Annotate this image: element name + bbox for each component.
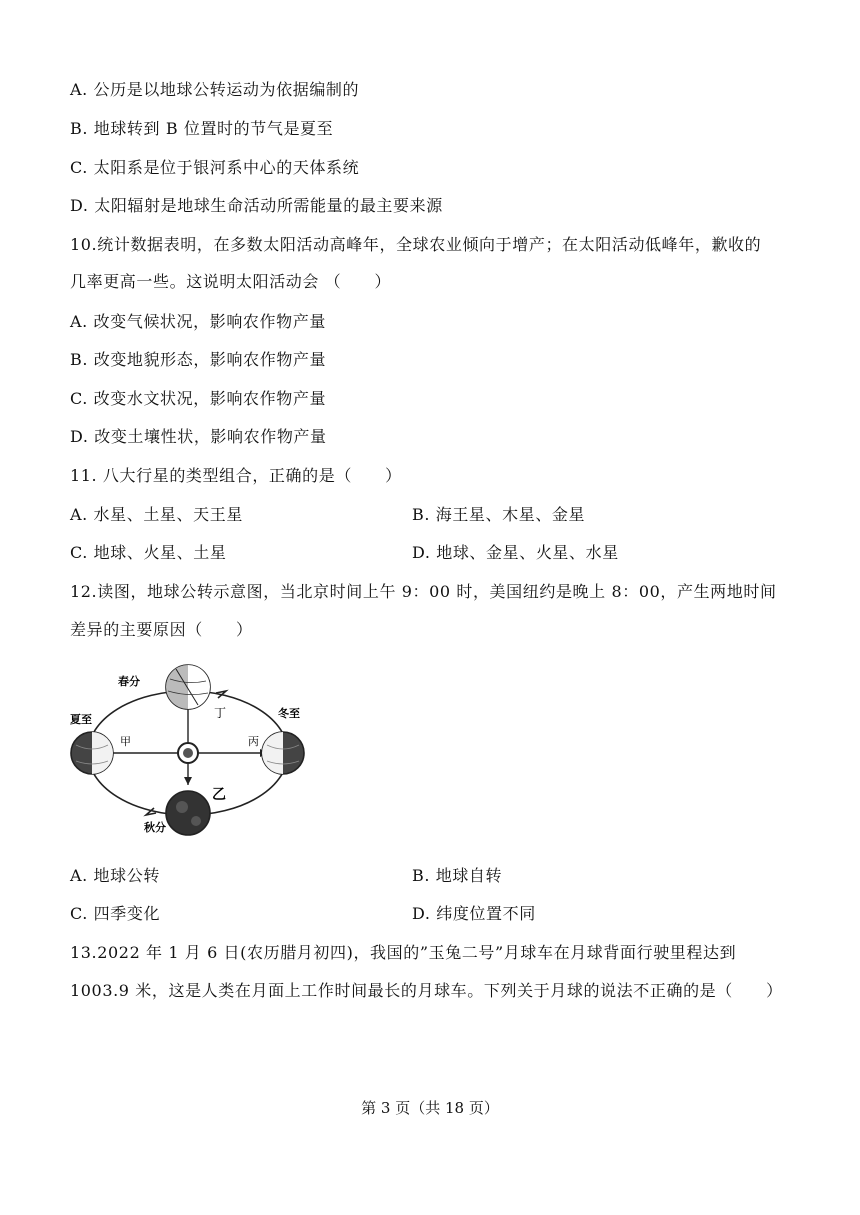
q13-stem-line1: 13.2022 年 1 月 6 日(农历腊月初四)，我国的”玉兔二号”月球车在月球背面行驶里程达到	[70, 943, 737, 962]
earth-spring	[166, 665, 210, 709]
label-summer: 夏至	[70, 713, 92, 726]
q10-stem-line2: 几率更高一些。这说明太阳活动会 （ ）	[70, 272, 392, 291]
q12-option-a: A. 地球公转	[70, 866, 160, 885]
q9-option-a: A. 公历是以地球公转运动为依据编制的	[70, 80, 360, 99]
q9-option-c: C. 太阳系是位于银河系中心的天体系统	[70, 158, 360, 177]
q9-option-d: D. 太阳辐射是地球生命活动所需能量的最主要来源	[70, 196, 443, 215]
earth-revolution-diagram	[66, 655, 306, 845]
q13-stem-line2: 1003.9 米，这是人类在月面上工作时间最长的月球车。下列关于月球的说法不正确的是（ ）	[70, 981, 783, 1000]
label-jia: 甲	[120, 735, 131, 748]
label-ding: 丁	[214, 706, 227, 720]
q11-option-d: D. 地球、金星、火星、水星	[412, 543, 619, 562]
q12-stem-line2: 差异的主要原因（ ）	[70, 620, 253, 639]
q11-option-b: B. 海王星、木星、金星	[412, 505, 586, 524]
q10-option-d: D. 改变土壤性状，影响农作物产量	[70, 427, 327, 446]
earth-winter	[262, 732, 304, 774]
q12-option-d: D. 纬度位置不同	[412, 904, 536, 923]
q11-stem: 11. 八大行星的类型组合，正确的是（ ）	[70, 466, 402, 485]
label-yi: 乙	[212, 787, 226, 803]
sun-core	[183, 748, 193, 758]
arrow-down	[184, 777, 192, 785]
q10-option-a: A. 改变气候状况，影响农作物产量	[70, 312, 326, 331]
q11-option-a: A. 水星、土星、天王星	[70, 505, 243, 524]
q12-option-b: B. 地球自转	[412, 866, 503, 885]
label-autumn: 秋分	[144, 821, 166, 834]
q10-option-b: B. 改变地貌形态，影响农作物产量	[70, 350, 327, 369]
label-spring: 春分	[118, 675, 140, 688]
q10-stem-line1: 10.统计数据表明，在多数太阳活动高峰年，全球农业倾向于增产；在太阳活动低峰年，歉收的	[70, 235, 762, 254]
label-winter: 冬至	[278, 707, 300, 720]
page-footer: 第 3 页（共 18 页）	[361, 1099, 499, 1117]
earth-summer	[71, 732, 113, 774]
q12-option-c: C. 四季变化	[70, 904, 161, 923]
earth-autumn	[166, 791, 210, 835]
q10-option-c: C. 改变水文状况，影响农作物产量	[70, 389, 327, 408]
q12-stem-line1: 12.读图，地球公转示意图，当北京时间上午 9：00 时，美国纽约是晚上 8：00，产生两地时间	[70, 582, 777, 601]
q11-option-c: C. 地球、火星、土星	[70, 543, 227, 562]
q9-option-b: B. 地球转到 B 位置时的节气是夏至	[70, 119, 334, 138]
label-bing: 丙	[248, 735, 259, 748]
